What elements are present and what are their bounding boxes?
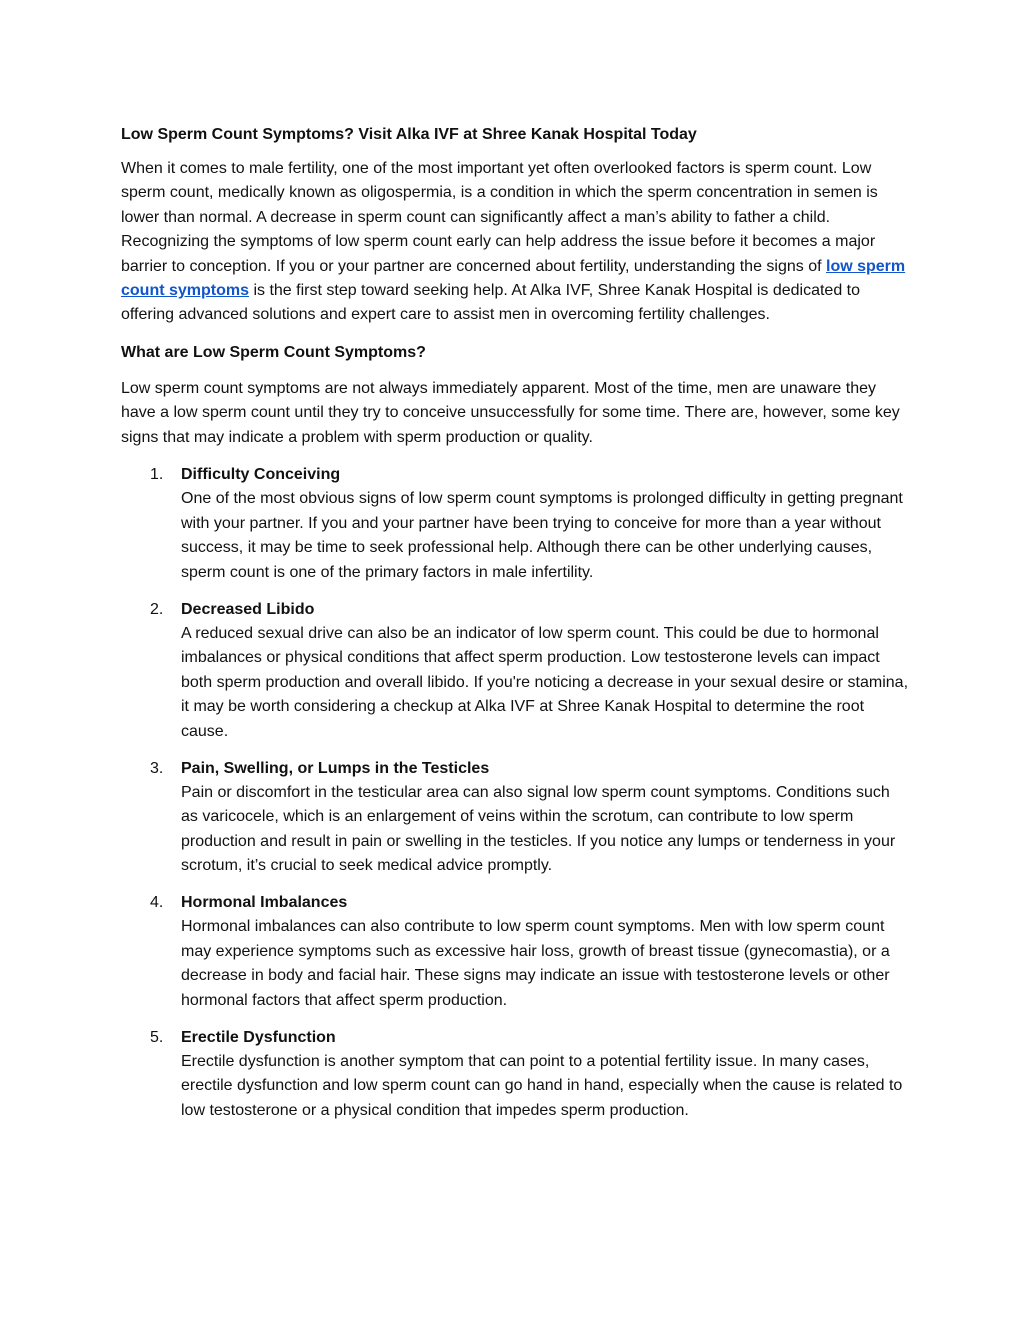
list-item: [121, 757, 911, 879]
intro-text-after-link: is the first step toward seeking help. At Alka IVF, Shree Kanak Hospital is dedicated to offering advanced solutions and expert care to assist men in overcoming fertility challenges.: [121, 282, 861, 324]
list-item-title: Difficulty Conceiving: [181, 466, 341, 484]
list-item-number: 3.: [150, 759, 164, 777]
list-item-body: A reduced sexual drive can also be an indicator of low sperm count. This could be due to hormonal imbalances or physical conditions that affect sperm production. Low testosterone levels can impact both sperm production and overall libido. If you're noticing a decrease in your sexual desire or stamina, it may be worth considering a checkup at Alka IVF at Shree Kanak Hospital to determine the root cause.: [181, 625, 909, 740]
section-heading: What are Low Sperm Count Symptoms?: [121, 343, 426, 361]
list-item-body: Hormonal imbalances can also contribute to low sperm count symptoms. Men with low sperm count may experience symptoms such as excessive hair loss, growth of breast tissue (gynecomastia), or a decrease in body and facial hair. These signs may indicate an issue with testosterone levels or other hormonal factors that affect sperm production.: [181, 918, 890, 1009]
list-item-number: 4.: [150, 894, 164, 912]
list-item-body: Erectile dysfunction is another symptom that can point to a potential fertility issue. In many cases, erectile dysfunction and low sperm count can go hand in hand, especially when the cause is related to low testosterone or a physical condition that impedes sperm production.: [181, 1053, 903, 1119]
list-item-number: 2.: [150, 600, 164, 618]
low-sperm-count-symptoms-link[interactable]: low sperm count symptoms: [121, 257, 906, 300]
list-item-body: One of the most obvious signs of low sperm count symptoms is prolonged difficulty in getting pregnant with your partner. If you and your partner have been trying to conceive for more than a year without success, it may be time to seek professional help. Although there can be other underlying causes, sperm count is one of the primary factors in male infertility.: [181, 490, 903, 581]
list-item-title: Hormonal Imbalances: [181, 894, 348, 912]
document-title: Low Sperm Count Symptoms? Visit Alka IVF at Shree Kanak Hospital Today: [121, 126, 697, 143]
list-item: [121, 1026, 911, 1124]
list-item: [121, 891, 911, 1013]
list-item-title: Pain, Swelling, or Lumps in the Testicles: [181, 759, 490, 777]
intro-paragraph: [121, 157, 911, 328]
list-item-title: Decreased Libido: [181, 600, 315, 618]
intro-text-before-link: When it comes to male fertility, one of the most important yet often overlooked factors is sperm count. Low sperm count, medically known as oligospermia, is a condition in which the sperm concentration in semen is lower than normal. A decrease in sperm count can significantly affect a man’s ability to father a child. Recognizing the symptoms of low sperm count early can help address the issue before it becomes a major barrier to conception. If you or your partner are concerned about fertility, understanding the signs of: [121, 160, 878, 275]
document-page: [121, 118, 911, 1136]
section-paragraph: Low sperm count symptoms are not always immediately apparent. Most of the time, men are unaware they have a low sperm count until they try to conceive unsuccessfully for some time. There are, however, some key signs that may indicate a problem with sperm production or quality.: [121, 379, 900, 446]
list-item: [121, 598, 911, 744]
list-item-body: Pain or discomfort in the testicular area can also signal low sperm count symptoms. Conditions such as varicocele, which is an enlargement of veins within the scrotum, can contribute to low sperm production and result in pain or swelling in the testicles. If you notice any lumps or tenderness in your scrotum, it’s crucial to seek medical advice promptly.: [181, 783, 896, 875]
list-item: [121, 463, 911, 585]
list-item-title: Erectile Dysfunction: [181, 1028, 336, 1046]
list-item-number: 1.: [150, 466, 164, 484]
list-item-number: 5.: [150, 1028, 164, 1046]
symptom-list: [121, 463, 911, 1123]
